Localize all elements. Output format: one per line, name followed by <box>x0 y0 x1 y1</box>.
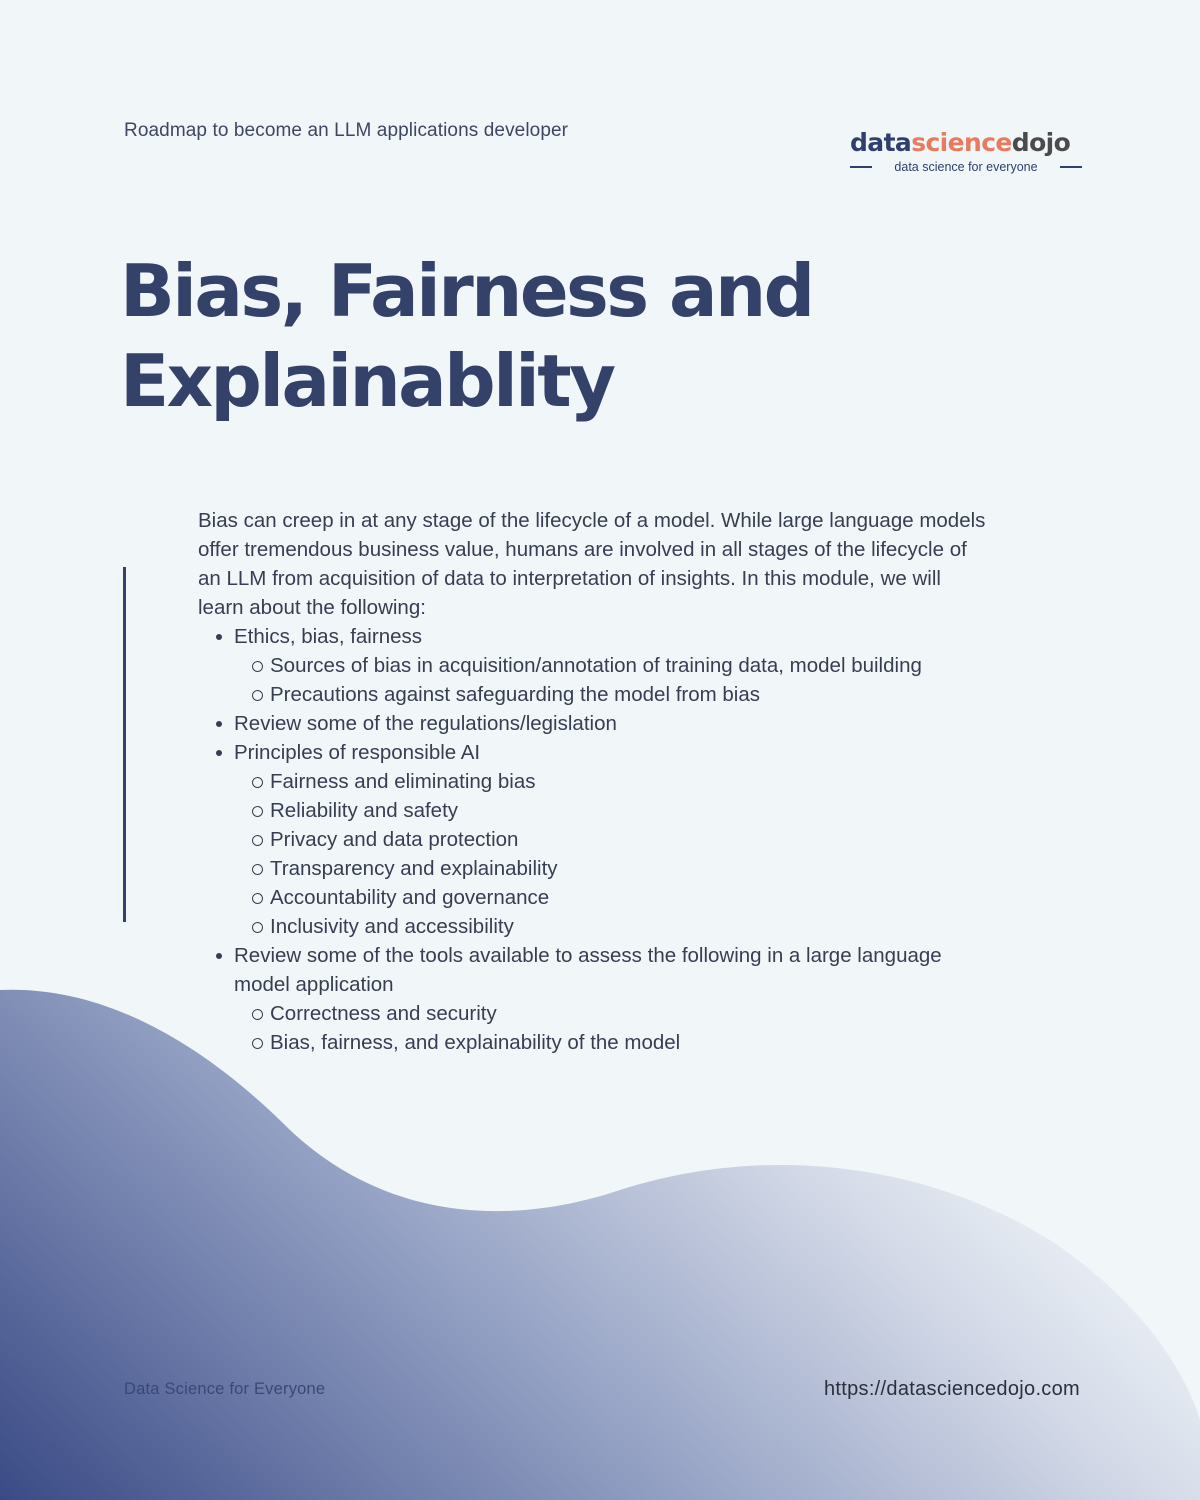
list-item: Reliability and safety <box>252 796 988 825</box>
list-item: Inclusivity and accessibility <box>252 912 988 941</box>
logo-tagline-row <box>850 160 1082 174</box>
footer-website-link[interactable]: https://datasciencedojo.com <box>823 1378 1080 1400</box>
list-item: Correctness and security <box>252 999 988 1028</box>
logo-tagline: data science for everyone <box>894 160 1038 174</box>
footer-tagline: Data Science for Everyone <box>124 1380 326 1398</box>
datasciencedojo-logo <box>850 128 1082 180</box>
list-item: Sources of bias in acquisition/annotation of training data, model building <box>252 651 988 680</box>
tagline-dash-right <box>1060 166 1082 168</box>
sub-list <box>252 999 988 1057</box>
topic-list <box>216 622 988 1057</box>
roadmap-subtitle: Roadmap to become an LLM applications developer <box>124 120 569 141</box>
list-item: Ethics, bias, fairness Sources of bias in acquisition/annotation of training data, model building Precautions against safeguarding the model from bias <box>216 622 988 709</box>
sub-list <box>252 767 988 941</box>
intro-paragraph: Bias can creep in at any stage of the lifecycle of a model. While large language models offer tremendous business value, humans are involved in all stages of the lifecycle of an LLM from acquisition of data to interpretation of insights. In this module, we will learn about the following: <box>198 509 986 619</box>
title-line-1: Bias, Fairness and <box>120 249 813 333</box>
list-item: Transparency and explainability <box>252 854 988 883</box>
list-item: Precautions against safeguarding the model from bias <box>252 680 988 709</box>
sub-list <box>252 651 988 709</box>
title-line-2: Explainablity <box>120 339 614 423</box>
tagline-dash-left <box>850 166 872 168</box>
list-item: Privacy and data protection <box>252 825 988 854</box>
accent-vertical-line <box>123 567 126 922</box>
list-item: Accountability and governance <box>252 883 988 912</box>
list-item: Review some of the regulations/legislation <box>216 709 988 738</box>
logo-wordmark: datasciencedojo <box>850 128 1071 157</box>
module-description <box>198 506 988 1057</box>
list-item: Review some of the tools available to assess the following in a large language model application Correctness and security Bias, fairness, and explainability of the model <box>216 941 988 1057</box>
list-item: Fairness and eliminating bias <box>252 767 988 796</box>
page-title <box>120 246 880 426</box>
list-item: Bias, fairness, and explainability of the model <box>252 1028 988 1057</box>
list-item: Principles of responsible AI Fairness and eliminating bias Reliability and safety Privacy and data protection Transparency and explainability Accountability and governance Inclusivity and accessibility <box>216 738 988 941</box>
